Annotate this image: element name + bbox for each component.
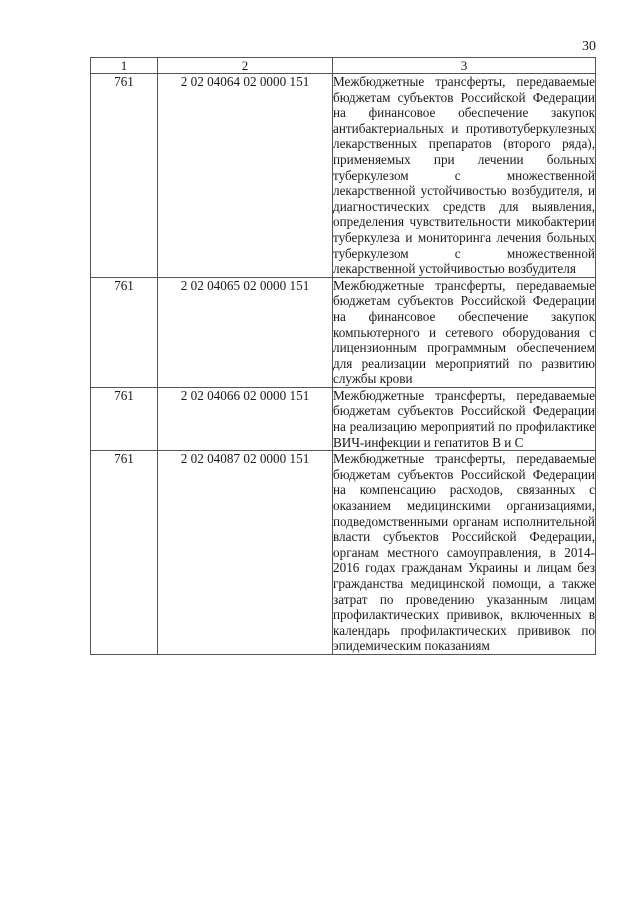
- revenue-code-cell: 2 02 04087 02 0000 151: [158, 451, 333, 655]
- administrator-code-cell: 761: [91, 74, 158, 278]
- administrator-code-cell: 761: [91, 451, 158, 655]
- revenue-description-cell: Межбюджетные трансферты, передаваемые бюджетам субъектов Российской Федерации на реализацию мероприятий по профилактике ВИЧ-инфекции и гепатитов В и С: [333, 387, 595, 450]
- table-row: [91, 387, 596, 450]
- table-row: [91, 451, 596, 655]
- administrator-code-cell: 761: [91, 387, 158, 450]
- administrator-code-cell: 761: [91, 277, 158, 387]
- table-header-row: [91, 58, 596, 74]
- revenue-code-cell: 2 02 04064 02 0000 151: [158, 74, 333, 278]
- revenue-description-cell: Межбюджетные трансферты, передаваемые бюджетам субъектов Российской Федерации на финансовое обеспечение закупок компьютерного и сетевого оборудования с лицензионным программным обеспечением для реализации мероприятий по развитию службы крови: [333, 277, 595, 387]
- page-number: 30: [582, 39, 596, 54]
- revenue-description-cell: Межбюджетные трансферты, передаваемые бюджетам субъектов Российской Федерации на компенсацию расходов, связанных с оказанием медицинскими организациями, подведомственными органам исполнительной власти субъектов Российской Федерации, органам местного самоуправления, в 2014-2016 годах гражданам Украины и лицам без гражданства медицинской помощи, а также затрат по проведению указанным лицам профилактических прививок, включенных в календарь профилактических прививок по эпидемическим показаниям: [333, 451, 595, 654]
- table-row: [91, 74, 596, 278]
- column-header-2: 2: [158, 58, 333, 74]
- table-row: [91, 277, 596, 387]
- budget-classification-table: [90, 57, 596, 655]
- revenue-code-cell: 2 02 04065 02 0000 151: [158, 277, 333, 387]
- revenue-description-cell: Межбюджетные трансферты, передаваемые бюджетам субъектов Российской Федерации на финансовое обеспечение закупок антибактериальных и противотуберкулезных лекарственных препаратов (второго ряда), применяемых при лечении больных туберкулезом с множественной лекарственной устойчивостью возбудителя, и диагностических средств для выявления, определения чувствительности микобактерии туберкулеза и мониторинга лечения больных туберкулезом с множественной лекарственной устойчивостью возбудителя: [333, 74, 595, 277]
- revenue-code-cell: 2 02 04066 02 0000 151: [158, 387, 333, 450]
- column-header-3: 3: [333, 58, 596, 74]
- column-header-1: 1: [91, 58, 158, 74]
